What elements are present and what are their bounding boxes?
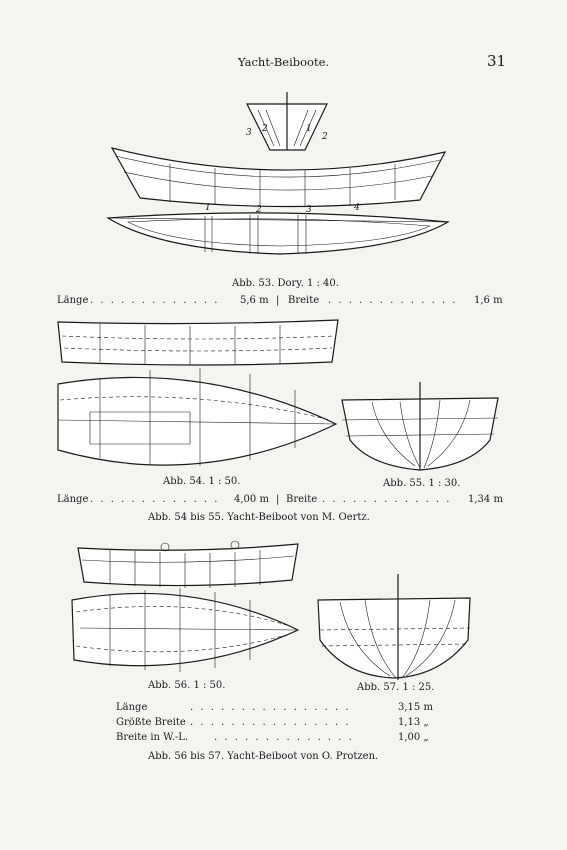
fig54-plan (58, 368, 336, 466)
station-number: 2 (256, 205, 262, 215)
fig56-plan (72, 588, 298, 672)
fig56-57-caption: Abb. 56 bis 57. Yacht-Beiboot von O. Protzen. (148, 751, 379, 762)
fig53-caption: Abb. 53. Dory. 1 : 40. (232, 278, 339, 289)
leader-dots: . . . . . . . . . . . . . (90, 295, 220, 306)
fig53-length-value: 5,6 m (240, 295, 269, 306)
dory-cross-section (247, 92, 327, 150)
fig57-caption: Abb. 57. 1 : 25. (357, 682, 435, 693)
leader-dots: . . . . . . . . . . . . . . . . (190, 717, 351, 728)
fig53-width-value: 1,6 m (474, 295, 503, 306)
fig56-profile (78, 541, 298, 588)
leader-dots: . . . . . . . . . . . . . . . . (190, 702, 351, 713)
fig55-section (342, 382, 498, 470)
fig56-wl-width-label: Breite in W.-L. (116, 732, 189, 743)
leader-dots: . . . . . . . . . . . . . . (214, 732, 354, 743)
divider: | (276, 295, 280, 306)
station-number: 4 (354, 203, 360, 213)
dory-profile (112, 148, 445, 207)
leader-dots: . . . . . . . . . . . . . (90, 494, 220, 505)
dory-plan (108, 213, 448, 254)
fig56-length-value: 3,15 m (398, 702, 433, 713)
fig55-caption: Abb. 55. 1 : 30. (383, 478, 461, 489)
station-number: 1 (205, 203, 211, 213)
fig53-width-label: Breite (288, 295, 320, 306)
fig54-55-caption: Abb. 54 bis 55. Yacht-Beiboot von M. Oertz. (148, 512, 370, 523)
leader-dots: . . . . . . . . . . . . . (328, 295, 458, 306)
fig57-section (318, 574, 470, 680)
fig56-max-width-value: 1,13 „ (398, 717, 429, 728)
leader-dots: . . . . . . . . . . . . . (322, 494, 452, 505)
section-number: 2 (322, 132, 328, 142)
section-number: 3 (246, 128, 252, 138)
running-head: Yacht-Beiboote. (237, 55, 330, 69)
station-number: 3 (306, 205, 312, 215)
fig53-length-label: Länge (57, 295, 89, 306)
fig56-length-label: Länge (116, 702, 148, 713)
fig56-caption: Abb. 56. 1 : 50. (148, 680, 226, 691)
section-number: 2 (262, 124, 268, 134)
fig54-caption: Abb. 54. 1 : 50. (163, 476, 241, 487)
fig56-wl-width-value: 1,00 „ (398, 732, 429, 743)
divider: | (276, 494, 280, 505)
fig54-width-label: Breite (286, 494, 318, 505)
fig54-width-value: 1,34 m (468, 494, 503, 505)
section-number: 1 (306, 124, 312, 134)
fig56-max-width-label: Größte Breite (116, 717, 186, 728)
page-number: 31 (487, 52, 507, 70)
fig54-length-label: Länge (57, 494, 89, 505)
fig54-length-value: 4,00 m (234, 494, 269, 505)
fig54-profile (58, 320, 338, 365)
